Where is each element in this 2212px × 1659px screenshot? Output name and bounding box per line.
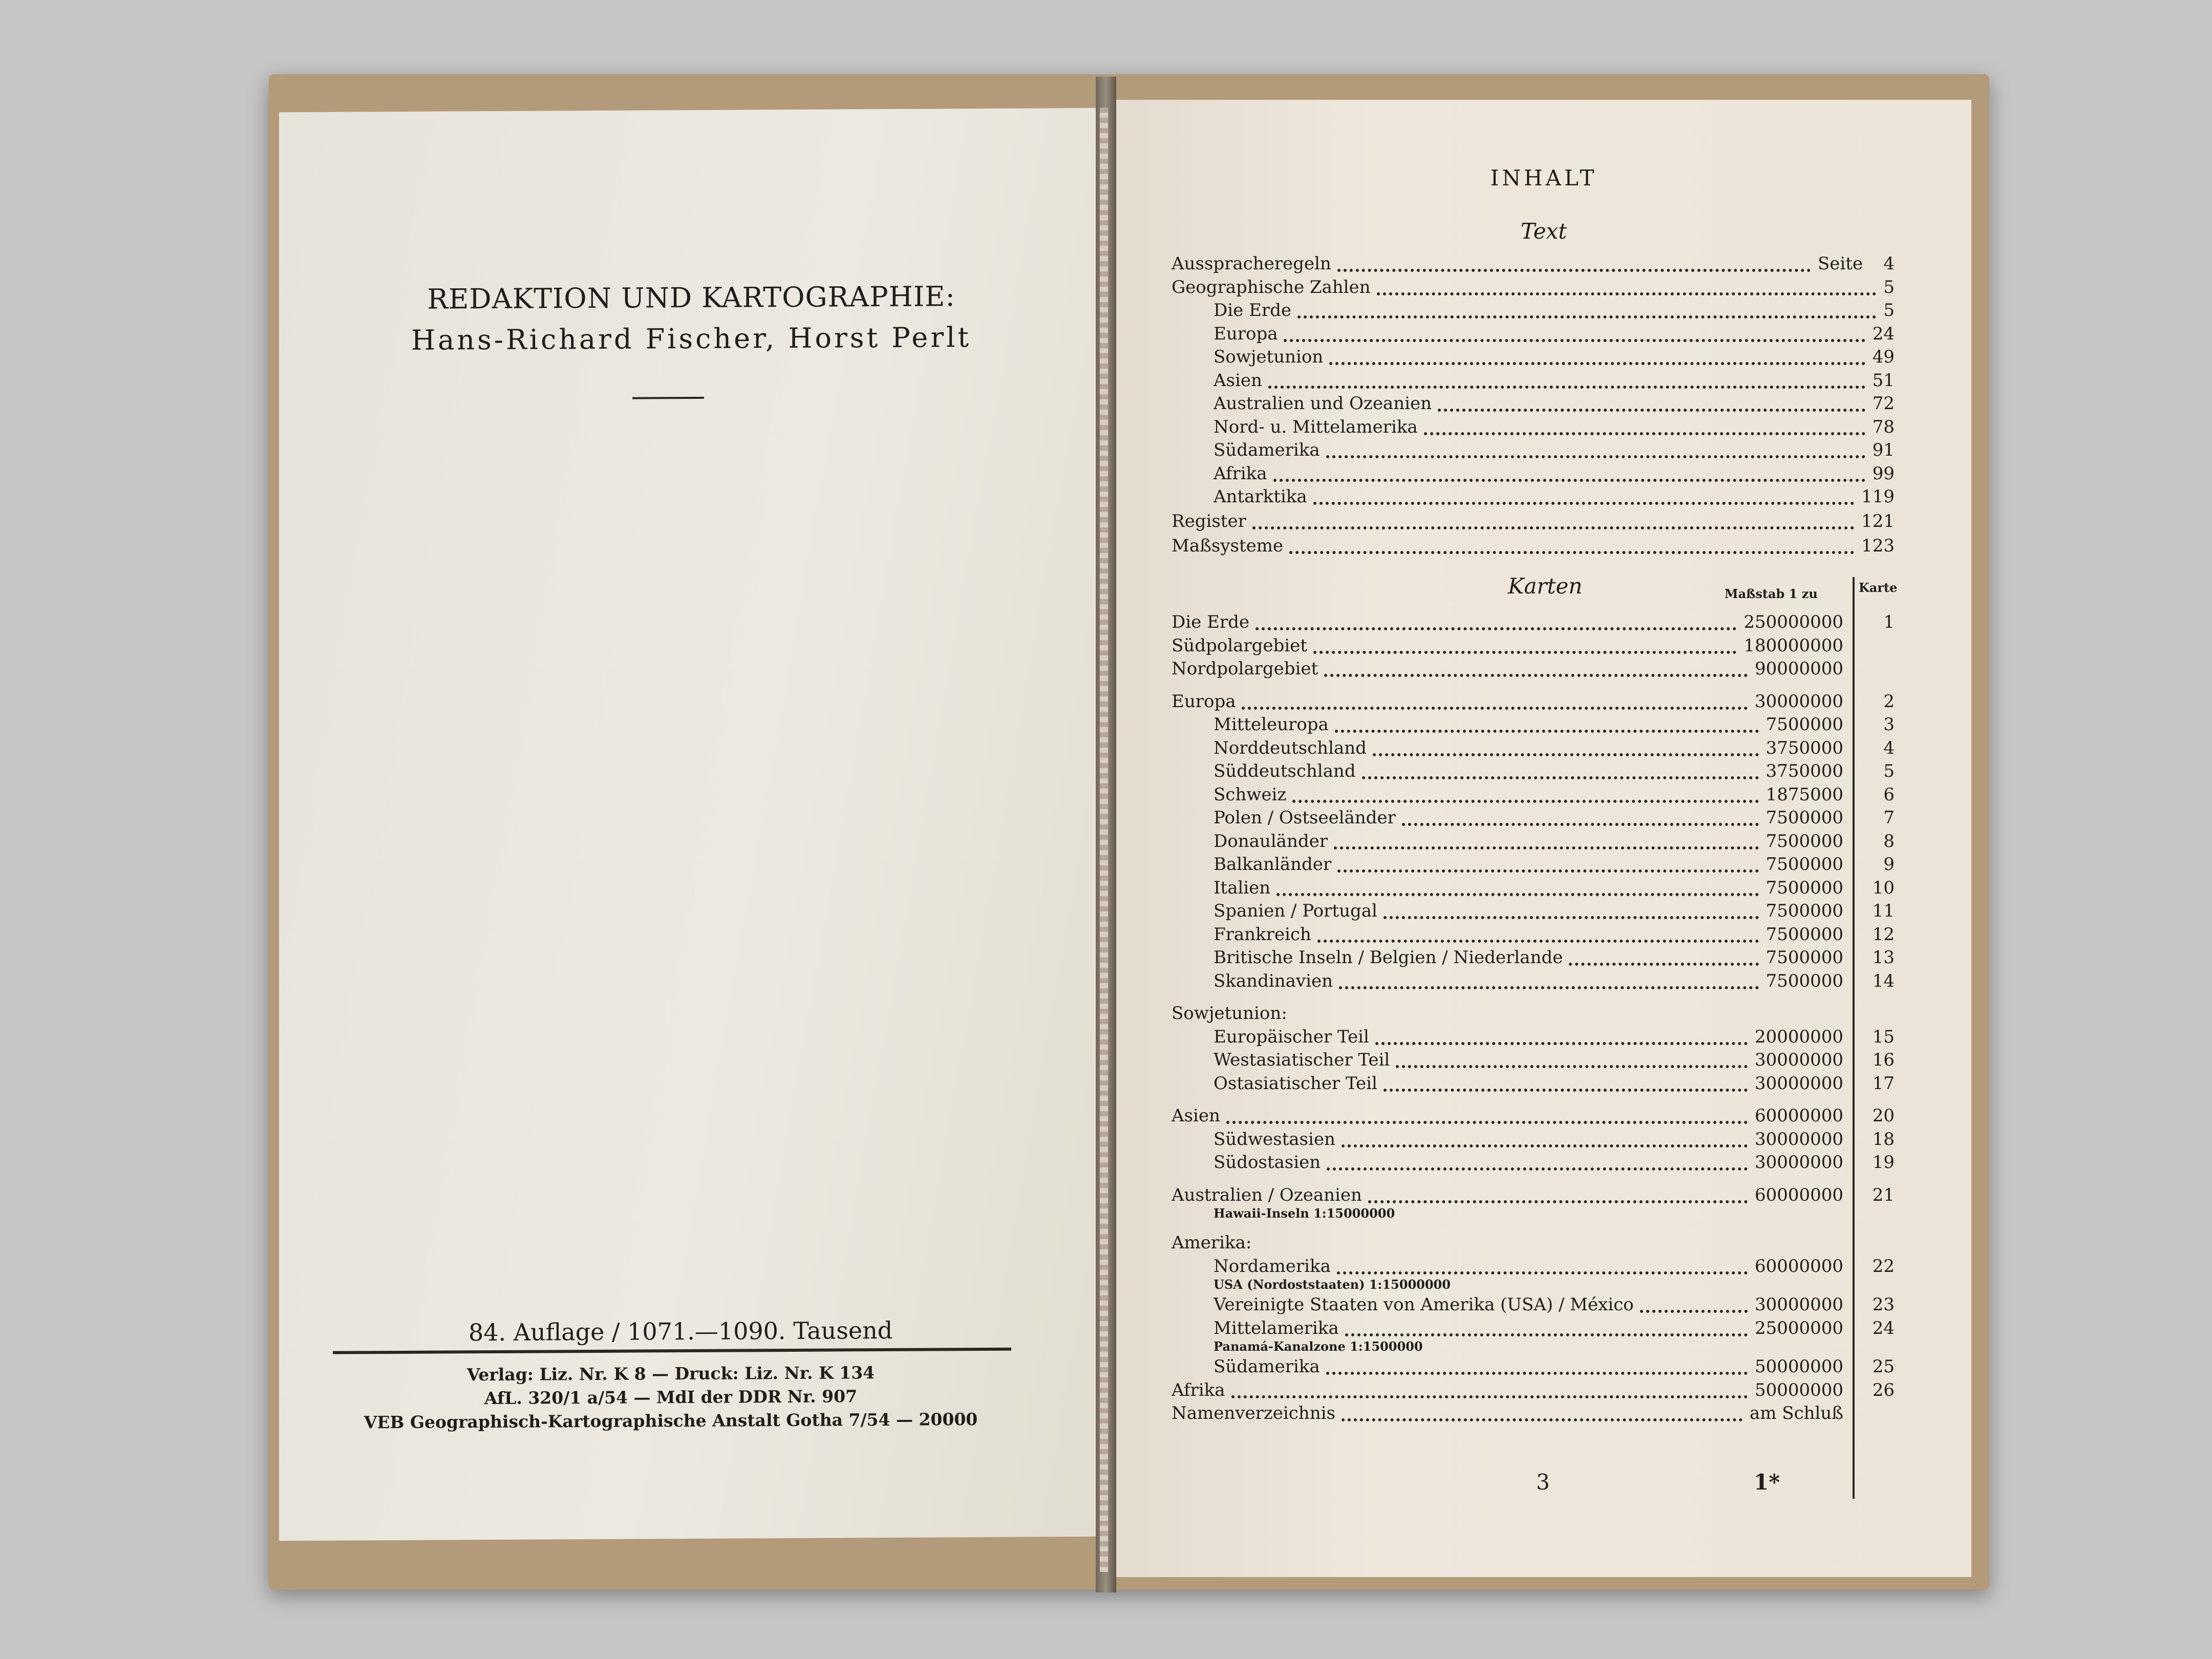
map-number: 18 (1872, 1129, 1895, 1150)
toc-label: Maßsysteme (1172, 536, 1284, 556)
toc-label: Register (1172, 511, 1246, 531)
toc-page-number: 72 (1872, 393, 1895, 414)
map-number: 11 (1872, 901, 1895, 921)
right-page (1116, 100, 1971, 1577)
toc-label: Antarktika (1214, 486, 1307, 507)
toc-label: Die Erde (1214, 300, 1292, 321)
map-label: Amerika: (1172, 1232, 1252, 1253)
map-number: 4 (1883, 737, 1895, 758)
map-scale: 30000000 (1754, 1073, 1843, 1094)
map-label: Südamerika (1214, 1356, 1320, 1377)
map-label: Westasiatischer Teil (1214, 1050, 1390, 1070)
toc-page-number: 123 (1861, 536, 1895, 556)
seite-label: Seite (1818, 253, 1863, 274)
map-label: Afrika (1172, 1379, 1225, 1400)
text-section-heading: Text (1520, 219, 1567, 244)
map-label: Asien (1172, 1105, 1220, 1126)
map-label: Vereinigte Staaten von Amerika (USA) / México (1214, 1294, 1634, 1315)
map-number: 20 (1872, 1105, 1895, 1126)
leader-dots (1284, 339, 1865, 342)
toc-label: Geographische Zahlen (1172, 276, 1371, 297)
map-scale: 20000000 (1754, 1026, 1843, 1047)
credit-heading: REDAKTION UND KARTOGRAPHIE: (427, 280, 955, 315)
map-scale: am Schluß (1749, 1403, 1843, 1423)
map-scale: 7500000 (1766, 714, 1843, 735)
map-number: 23 (1872, 1294, 1895, 1315)
map-number: 14 (1872, 970, 1895, 991)
map-label: Nordamerika (1214, 1256, 1331, 1277)
map-label: Namenverzeichnis (1172, 1403, 1335, 1423)
map-column-rule (1853, 577, 1855, 1499)
map-scale: 25000000 (1754, 1317, 1843, 1338)
leader-dots (1268, 386, 1865, 389)
short-divider (632, 397, 704, 399)
toc-label: Afrika (1214, 463, 1267, 484)
map-number: 2 (1883, 691, 1895, 712)
map-number: 12 (1872, 924, 1895, 945)
imprint-rule (333, 1348, 1011, 1354)
toc-page-number: 51 (1872, 370, 1895, 391)
leader-dots (1329, 362, 1865, 365)
toc-label: Nord- u. Mittelamerika (1214, 416, 1418, 437)
toc-page-number: 78 (1872, 416, 1895, 437)
map-label: Schweiz (1214, 784, 1287, 805)
leader-dots (1334, 846, 1759, 849)
toc-label: Sowjetunion (1214, 347, 1324, 367)
map-number: 6 (1883, 784, 1895, 805)
leader-dots (1402, 823, 1759, 826)
map-scale: 7500000 (1766, 807, 1843, 828)
leader-dots (1231, 1395, 1748, 1398)
map-label: Europäischer Teil (1214, 1026, 1369, 1047)
toc-page-number: 119 (1861, 486, 1895, 507)
map-scale: 7500000 (1766, 831, 1843, 852)
leader-dots (1384, 1089, 1748, 1092)
leader-dots (1342, 1418, 1742, 1421)
toc-page-number: 24 (1872, 323, 1895, 344)
leader-dots (1368, 1200, 1748, 1203)
leader-dots (1313, 651, 1736, 654)
toc-label: Asien (1214, 370, 1262, 391)
toc-label: Ausspracheregeln (1172, 253, 1331, 274)
page-number: 3 (1536, 1470, 1550, 1495)
leader-dots (1252, 526, 1854, 529)
leader-dots (1242, 707, 1748, 710)
map-number: 15 (1872, 1026, 1895, 1047)
map-label: Die Erde (1172, 612, 1250, 632)
map-scale: 30000000 (1754, 1129, 1843, 1150)
map-label: Italien (1214, 877, 1271, 898)
map-scale: 60000000 (1754, 1184, 1843, 1205)
leader-dots (1375, 1042, 1748, 1045)
leader-dots (1292, 800, 1759, 803)
map-label: Europa (1172, 691, 1236, 712)
leader-dots (1298, 315, 1876, 318)
map-label: Donauländer (1214, 831, 1328, 852)
map-label: Südpolargebiet (1172, 635, 1307, 656)
toc-page-number: 4 (1883, 253, 1895, 274)
credit-names: Hans-Richard Fischer, Horst Perlt (411, 321, 971, 356)
map-scale: 50000000 (1754, 1379, 1843, 1400)
toc-page-number: 121 (1861, 511, 1895, 531)
map-scale: 60000000 (1754, 1105, 1843, 1126)
toc-label: Europa (1214, 323, 1278, 344)
map-number: 21 (1872, 1184, 1895, 1205)
map-column-header: Karte (1859, 580, 1898, 595)
map-label: Süddeutschland (1214, 761, 1356, 781)
map-label: Sowjetunion: (1172, 1003, 1287, 1024)
leader-dots (1277, 893, 1759, 896)
imprint-line-3: VEB Geographisch-Kartographische Anstalt Gotha 7/54 — 20000 (364, 1409, 978, 1433)
leader-dots (1362, 776, 1759, 779)
toc-page-number: 99 (1872, 463, 1895, 484)
map-scale: 30000000 (1754, 1050, 1843, 1070)
toc-page-number: 91 (1872, 440, 1895, 460)
map-label: Südostasien (1214, 1152, 1321, 1173)
map-number: 17 (1872, 1073, 1895, 1094)
leader-dots (1384, 916, 1759, 919)
leader-dots (1226, 1121, 1748, 1124)
map-scale: 7500000 (1766, 924, 1843, 945)
left-page (279, 108, 1103, 1541)
map-scale: 7500000 (1766, 877, 1843, 898)
map-scale: 1875000 (1766, 784, 1843, 805)
toc-page-number: 5 (1883, 276, 1895, 297)
map-number: 9 (1883, 854, 1895, 875)
map-label: Skandinavien (1214, 970, 1333, 991)
maps-section-heading: Karten (1508, 573, 1583, 599)
map-number: 7 (1883, 807, 1895, 828)
toc-page-number: 5 (1883, 300, 1895, 321)
map-scale: 50000000 (1754, 1356, 1843, 1377)
map-label: Spanien / Portugal (1214, 901, 1377, 921)
map-scale: 30000000 (1754, 1294, 1843, 1315)
map-number: 13 (1872, 947, 1895, 968)
map-label: Polen / Ostseeländer (1214, 807, 1396, 828)
leader-dots (1337, 869, 1759, 873)
map-number: 16 (1872, 1050, 1895, 1070)
map-scale: 7500000 (1766, 970, 1843, 991)
toc-page-number: 49 (1872, 347, 1895, 367)
leader-dots (1335, 730, 1759, 733)
map-label: Frankreich (1214, 924, 1311, 945)
leader-dots (1337, 1271, 1748, 1274)
map-scale: 180000000 (1743, 635, 1843, 656)
leader-dots (1424, 432, 1865, 435)
map-scale: 7500000 (1766, 901, 1843, 921)
map-number: 19 (1872, 1152, 1895, 1173)
map-label: USA (Nordoststaaten) 1:15000000 (1214, 1277, 1451, 1292)
map-number: 5 (1883, 761, 1895, 781)
map-label: Hawaii-Inseln 1:15000000 (1214, 1206, 1395, 1221)
map-label: Ostasiatischer Teil (1214, 1073, 1377, 1094)
map-scale: 30000000 (1754, 1152, 1843, 1173)
leader-dots (1373, 753, 1759, 756)
leader-dots (1326, 455, 1865, 458)
scale-column-header: Maßstab 1 zu (1725, 586, 1818, 601)
binding-stitching (1100, 108, 1108, 1572)
leader-dots (1256, 627, 1736, 630)
leader-dots (1342, 1144, 1748, 1147)
contents-title: INHALT (1490, 165, 1598, 190)
map-number: 10 (1872, 877, 1895, 898)
map-number: 1 (1883, 612, 1895, 632)
map-number: 26 (1872, 1379, 1895, 1400)
edition-line: 84. Auflage / 1071.—1090. Tausend (469, 1316, 893, 1347)
leader-dots (1345, 1333, 1748, 1336)
map-label: Balkanländer (1214, 854, 1332, 875)
map-number: 24 (1872, 1317, 1895, 1338)
imprint-line-2: AfL. 320/1 a/54 — MdI der DDR Nr. 907 (484, 1386, 858, 1409)
map-number: 3 (1883, 714, 1895, 735)
leader-dots (1326, 1372, 1748, 1375)
map-label: Britische Inseln / Belgien / Niederlande (1214, 947, 1563, 968)
map-label: Australien / Ozeanien (1172, 1184, 1362, 1205)
map-scale: 60000000 (1754, 1256, 1843, 1277)
signature-mark: 1* (1754, 1470, 1780, 1495)
map-scale: 3750000 (1766, 737, 1843, 758)
map-number: 25 (1872, 1356, 1895, 1377)
leader-dots (1313, 502, 1854, 505)
map-label: Norddeutschland (1214, 737, 1367, 758)
map-label: Südwestasien (1214, 1129, 1335, 1150)
map-scale: 90000000 (1754, 658, 1843, 679)
map-scale: 7500000 (1766, 854, 1843, 875)
leader-dots (1327, 1167, 1748, 1171)
toc-label: Australien und Ozeanien (1214, 393, 1432, 414)
map-label: Nordpolargebiet (1172, 658, 1318, 679)
map-label: Mitteleuropa (1214, 714, 1329, 735)
leader-dots (1438, 409, 1865, 412)
leader-dots (1317, 940, 1759, 943)
leader-dots (1289, 551, 1854, 554)
leader-dots (1396, 1065, 1748, 1068)
leader-dots (1339, 986, 1759, 989)
leader-dots (1337, 269, 1811, 272)
map-number: 8 (1883, 831, 1895, 852)
imprint-line-1: Verlag: Liz. Nr. K 8 — Druck: Liz. Nr. K 134 (466, 1363, 875, 1385)
toc-label: Südamerika (1214, 440, 1320, 460)
map-number: 22 (1872, 1256, 1895, 1277)
imprint-block (279, 1360, 1062, 1435)
map-scale: 250000000 (1743, 612, 1843, 632)
map-scale: 30000000 (1754, 691, 1843, 712)
leader-dots (1273, 479, 1865, 482)
map-label: Panamá-Kanalzone 1:1500000 (1214, 1339, 1423, 1354)
leader-dots (1377, 292, 1876, 295)
map-scale: 3750000 (1766, 761, 1843, 781)
map-scale: 7500000 (1766, 947, 1843, 968)
map-label: Mittelamerika (1214, 1317, 1339, 1338)
leader-dots (1324, 674, 1748, 677)
